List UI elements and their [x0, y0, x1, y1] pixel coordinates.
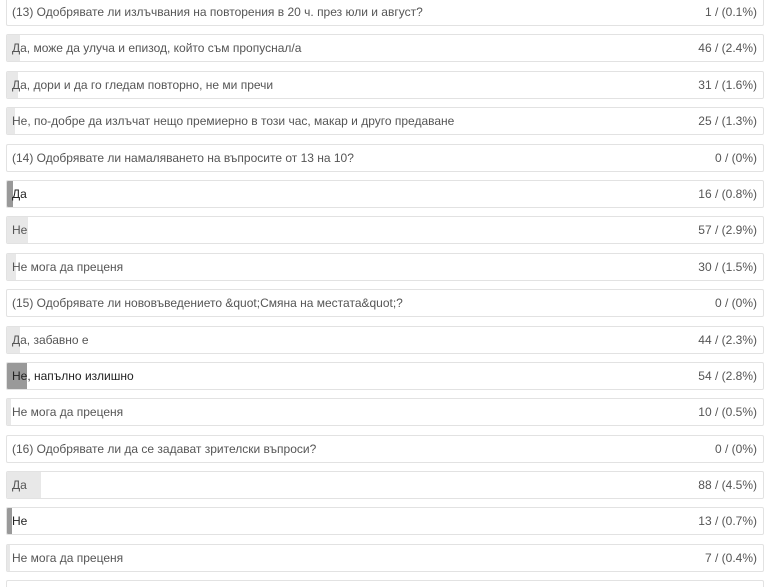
result-bar-fill	[7, 399, 11, 425]
poll-row	[6, 435, 764, 463]
row-count: 1 / (0.1%)	[704, 5, 757, 19]
row-label: (16) Одобрявате ли да се задават зрителски въпроси?	[12, 441, 317, 456]
result-bar-fill	[7, 508, 12, 534]
row-count: 54 / (2.8%)	[698, 368, 757, 383]
poll-row	[6, 544, 764, 572]
row-label: Не мога да преценя	[12, 405, 124, 420]
poll-row	[6, 398, 764, 426]
poll-row	[6, 507, 764, 535]
row-label: (14) Одобрявате ли намаляването на въпросите от 13 на 10?	[12, 150, 354, 165]
row-count: 57 / (2.9%)	[698, 223, 757, 238]
poll-row	[6, 471, 764, 499]
row-count: 30 / (1.5%)	[698, 259, 757, 274]
poll-row	[6, 0, 764, 26]
result-bar-fill	[7, 545, 10, 571]
row-count: 0 / (0%)	[714, 296, 757, 311]
row-label: Не	[12, 514, 28, 529]
poll-row	[6, 216, 764, 244]
row-count: 0 / (0%)	[714, 150, 757, 165]
row-label: Да	[12, 186, 27, 201]
row-label: Да, забавно е	[12, 332, 89, 347]
row-count: 44 / (2.3%)	[698, 332, 757, 347]
poll-row	[6, 71, 764, 99]
row-count: 88 / (4.5%)	[698, 478, 757, 493]
row-label: Да, дори и да го гледам повторно, не ми пречи	[12, 77, 274, 92]
poll-row-partial	[6, 580, 764, 587]
row-label: (13) Одобрявате ли излъчвания на повторения в 20 ч. през юли и август?	[12, 5, 423, 19]
poll-row	[6, 253, 764, 281]
row-count: 0 / (0%)	[714, 441, 757, 456]
poll-row	[6, 34, 764, 62]
row-label: Да, може да улуча и епизод, който съм пропуснал/а	[12, 41, 302, 56]
poll-row	[6, 289, 764, 317]
row-count: 13 / (0.7%)	[698, 514, 757, 529]
row-label: Не мога да преценя	[12, 259, 124, 274]
poll-row	[6, 180, 764, 208]
poll-row	[6, 362, 764, 390]
row-label: Да	[12, 478, 27, 493]
row-count: 10 / (0.5%)	[698, 405, 757, 420]
row-count: 25 / (1.3%)	[698, 114, 757, 129]
row-label: (15) Одобрявате ли нововъведението &quot;Смяна на местата&quot;?	[12, 296, 403, 311]
row-label: Не мога да преценя	[12, 550, 124, 565]
row-label: Не, по-добре да излъчат нещо премиерно в този час, макар и друго предаване	[12, 114, 455, 129]
poll-row	[6, 107, 764, 135]
poll-row	[6, 144, 764, 172]
row-label: Не	[12, 223, 28, 238]
row-count: 31 / (1.6%)	[698, 77, 757, 92]
row-count: 16 / (0.8%)	[698, 186, 757, 201]
row-count: 46 / (2.4%)	[698, 41, 757, 56]
row-count: 7 / (0.4%)	[704, 550, 757, 565]
poll-row	[6, 326, 764, 354]
row-label: Не, напълно излишно	[12, 368, 134, 383]
